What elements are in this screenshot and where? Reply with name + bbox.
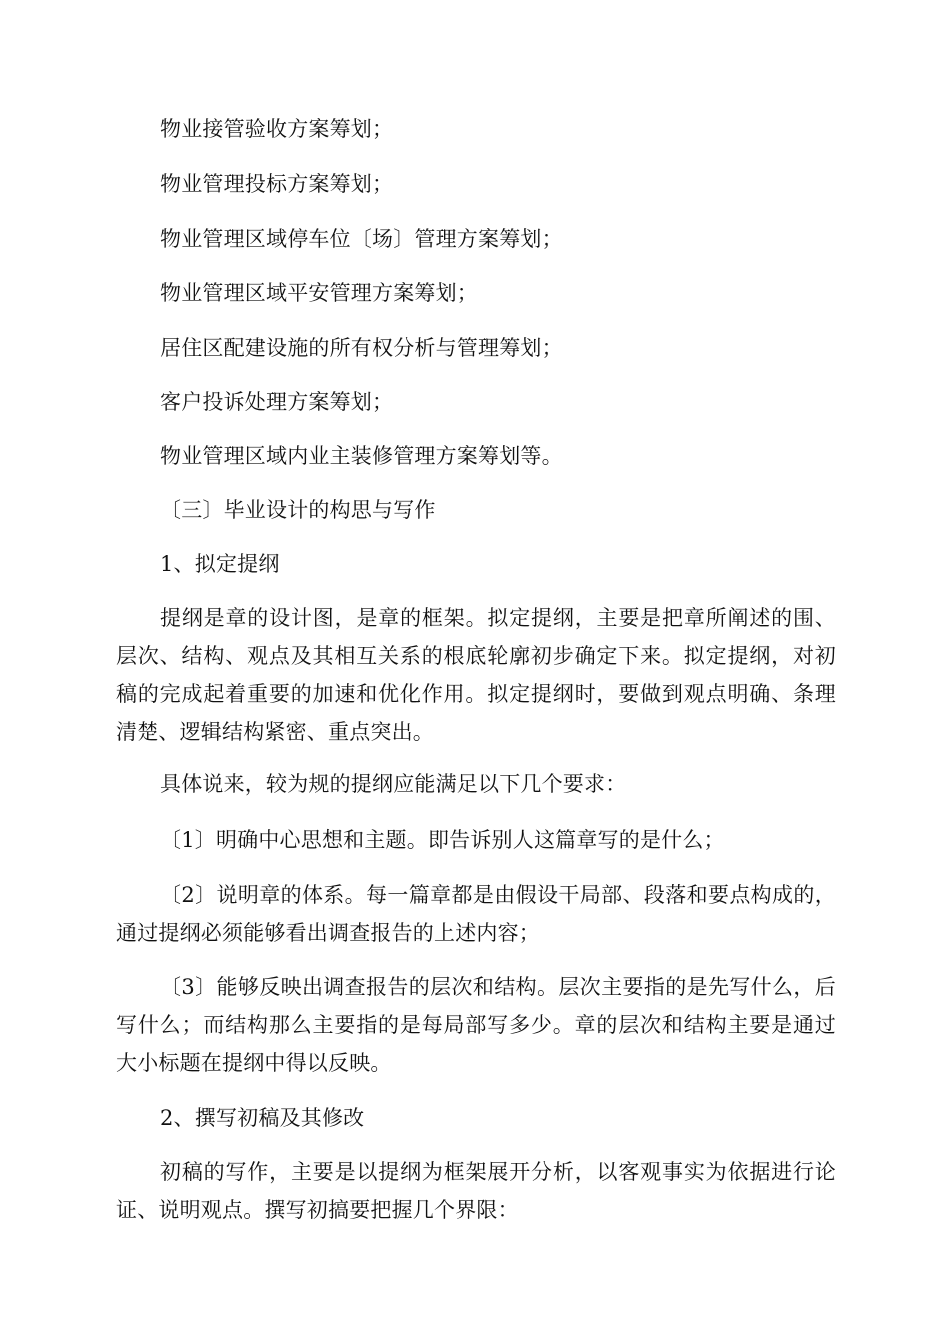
list-item: 物业管理区域平安管理方案筹划；: [160, 281, 478, 305]
subsection-heading: 1、拟定提纲: [160, 552, 280, 576]
list-item: 物业管理投标方案筹划；: [160, 172, 394, 196]
list-item: 客户投诉处理方案筹划；: [160, 390, 394, 414]
list-item: 物业管理区域停车位〔场〕管理方案筹划；: [160, 227, 563, 251]
body-paragraph: 具体说来，较为规的提纲应能满足以下几个要求：: [160, 772, 627, 796]
subsection-heading: 2、撰写初稿及其修改: [160, 1106, 365, 1130]
requirement-item: 〔1〕明确中心思想和主题。即告诉别人这篇章写的是什么；: [160, 828, 725, 852]
requirement-item: 〔2〕说明章的体系。每一篇章都是由假设干局部、段落和要点构成的，通过提纲必须能够看出调查报告的上述内容；: [116, 883, 836, 945]
body-paragraph: 初稿的写作，主要是以提纲为框架展开分析，以客观事实为依据进行论证、说明观点。撰写初搞要把握几个界限：: [116, 1160, 836, 1222]
body-paragraph: 提纲是章的设计图，是章的框架。拟定提纲，主要是把章所阐述的围、层次、结构、观点及其相互关系的根底轮廓初步确定下来。拟定提纲，对初稿的完成起着重要的加速和优化作用。拟定提纲时，要做到观点明确、条理清楚、逻辑结构紧密、重点突出。: [116, 606, 836, 744]
list-item: 物业管理区域内业主装修管理方案筹划等。: [160, 444, 563, 468]
section-heading: 〔三〕毕业设计的构思与写作: [160, 498, 436, 522]
list-item: 居住区配建设施的所有权分析与管理筹划；: [160, 336, 563, 360]
requirement-item: 〔3〕能够反映出调查报告的层次和结构。层次主要指的是先写什么，后写什么；而结构那么主要指的是每局部写多少。章的层次和结构主要是通过大小标题在提纲中得以反映。: [116, 975, 836, 1075]
list-item: 物业接管验收方案筹划；: [160, 117, 394, 141]
